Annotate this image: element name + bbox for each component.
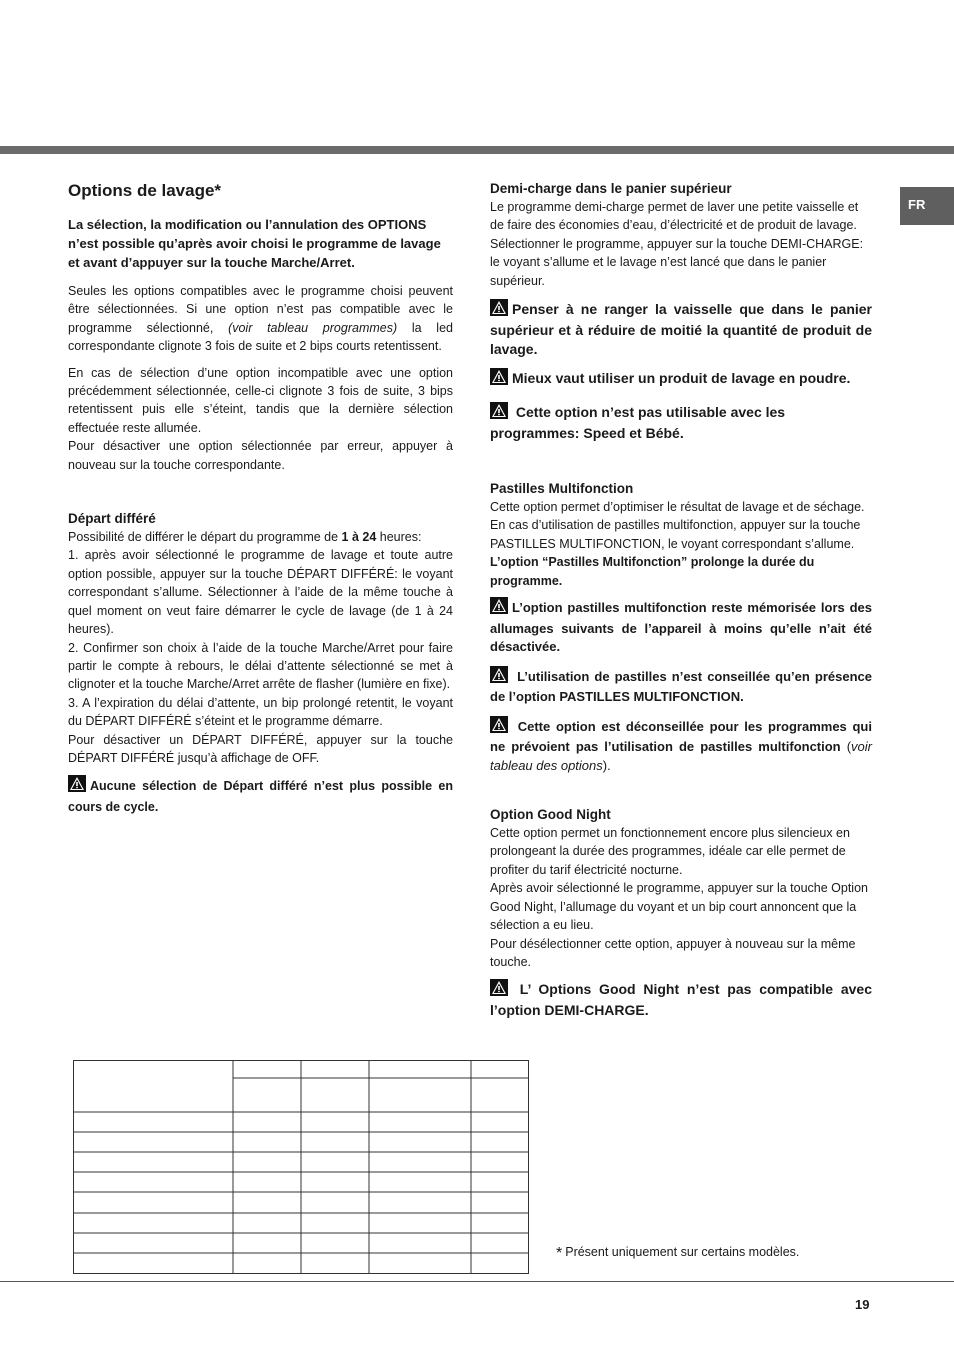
delay-warning: Aucune sélection de Départ différé n’est plus possible en cours de cycle. [68,775,453,817]
deactivate-paragraph: Pour désactiver une option sélectionnée par erreur, appuyer à nouveau sur la touche correspondante. [68,439,453,472]
tablets-warning-2: L’utilisation de pastilles n’est conseillée qu’en présence de l’option PASTILLES MULTIFONCTION. [490,666,872,707]
good-night-warning: L’ Options Good Night n’est pas compatible avec l’option DEMI-CHARGE. [490,981,872,1019]
page-number: 19 [855,1297,870,1312]
warning-icon [490,979,508,1001]
warning-icon [490,597,508,620]
good-night-text-2: Après avoir sélectionné le programme, appuyer sur la touche Option Good Night, l’allumage du voyant et un bip court annoncent que la sélection a eu lieu. [490,881,868,933]
intro-bold-text: La sélection, la modification ou l’annulation des OPTIONS n’est possible qu’après avoir choisi le programme de lavage et avant d’appuyer sur la touche Marche/Arret. [68,217,441,270]
warning-icon [490,666,508,689]
good-night-title: Option Good Night [490,807,611,823]
half-load-text: Le programme demi-charge permet de laver une petite vaisselle et de faire des économies d’eau, d’électricité et de produit de lavage. Sélectionner le programme, appuyer sur la touche DEMI-CHARGE: le voyant s’allume et le lavage n’est lancé que dans le panier supérieur. [490,200,864,288]
tablets-title: Pastilles Multifonction [490,481,634,497]
delay-step-1: 1. après avoir sélectionné le programme de lavage et toute autre option possible, appuyer sur la touche DÉPART DIFFÉRÉ: le voyant correspondant s’allume. Sélectionner à l’aide de la même touche à quel moment on veut faire démarrer le cycle de lavage (de 1 à 24 heures). [68,548,453,637]
half-load-warning-2: Mieux vaut utiliser un produit de lavage en poudre. [490,368,872,390]
footnote-text: Présent uniquement sur certains modèles. [565,1245,800,1259]
right-column [490,180,872,1020]
tablets-warning-3: Cette option est déconseillée pour les programmes qui ne prévoient pas l’utilisation de pastilles multifonction (voir tableau des options). [490,716,872,776]
tablets-text-2: En cas d’utilisation de pastilles multifonction, appuyer sur la touche PASTILLES MULTIFONCTION, le voyant correspondant s’allume. L’option “Pastilles Multifonction” prolonge la durée du programme. [490,518,861,588]
options-table [73,1060,529,1274]
good-night-text-1: Cette option permet un fonctionnement encore plus silencieux en prolongeant la durée des programmes, idéale car elle permet de profiter du tarif électricité nocturne. [490,826,850,877]
warning-icon [490,402,508,424]
header-bar [0,146,954,154]
section-title: Options de lavage* [68,181,222,200]
delay-off: Pour désactiver un DÉPART DIFFÉRÉ, appuyer sur la touche DÉPART DIFFÉRÉ jusqu’à affichage de OFF. [68,732,453,765]
tablets-warning-1: L’option pastilles multifonction reste mémorisée lors des allumages suivants de l’appareil à moins qu’elle n’ait été désactivée. [490,597,872,657]
left-column [68,180,453,817]
half-load-warning-3: Cette option n’est pas utilisable avec les programmes: Speed et Bébé. [490,404,786,442]
half-load-title: Demi-charge dans le panier supérieur [490,181,732,196]
table-grid [73,1060,529,1274]
footnote-star: * [556,1245,563,1262]
warning-icon [68,775,86,798]
language-tab: FR [900,187,954,225]
warning-icon [490,368,508,390]
delay-step-2: 2. Confirmer son choix à l’aide de la touche Marche/Arret pour faire partir le compte à rebours, le délai d’attente sélectionné se met à clignoter et la touche Marche/Arret arrête de flasher (lumière en fixe). [68,640,453,692]
half-load-warning-1: Penser à ne ranger la vaisselle que dans le panier supérieur et à réduire de moitié la quantité de produit de lavage. [490,301,872,358]
compat-paragraph: Seules les options compatibles avec le programme choisi peuvent être sélectionnées. Si une option n’est pas compatible avec le programme sélectionné, (voir tableau programmes) la led correspondante clignote 3 fois de suite et 2 bips courts retentissent. [68,284,453,354]
delay-intro: Possibilité de différer le départ du programme de 1 à 24 heures: [68,530,422,545]
warning-icon [490,299,508,321]
warning-icon [490,716,508,739]
footnote [556,1245,799,1263]
footer-rule [0,1281,954,1282]
delay-step-3: 3. A l’expiration du délai d’attente, un bip prolongé retentit, le voyant du DÉPART DIFFÉRÉ s’éteint et le programme démarre. [68,695,453,729]
delay-title: Départ différé [68,511,156,527]
good-night-text-3: Pour désélectionner cette option, appuyer à nouveau sur la même touche. [490,936,856,969]
incompat-paragraph: En cas de sélection d’une option incompatible avec une option précédemment sélectionnée, celle-ci clignote 3 fois de suite, 3 bips retentissent puis elle s’éteint, tandis que la dernière sélection effectuée reste allumée. [68,365,453,435]
tablets-text-1: Cette option permet d’optimiser le résultat de lavage et de séchage. [490,500,865,515]
